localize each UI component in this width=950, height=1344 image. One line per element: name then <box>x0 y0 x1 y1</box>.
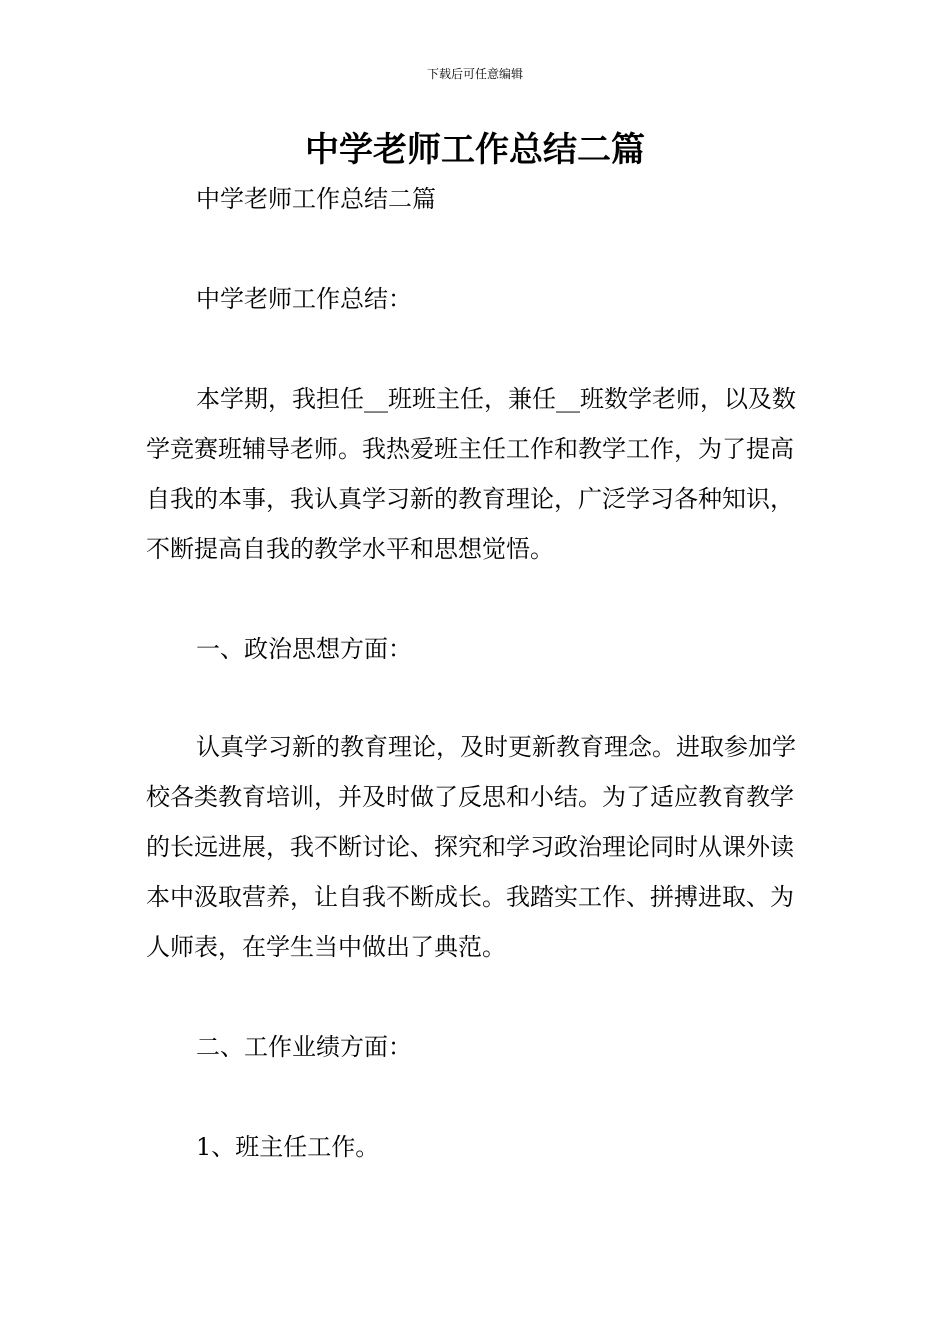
subtitle-paragraph: 中学老师工作总结二篇 <box>196 185 436 213</box>
document-title: 中学老师工作总结二篇 <box>305 130 645 170</box>
politics-paragraph: 认真学习新的教育理论，及时更新教育理念。进取参加学校各类教育培训，并及时做了反思和小结。为了适应教育教学的长远进展，我不断讨论、探究和学习政治理论同时从课外读本中汲取营养，让自我不断成长。我踏实工作、拼搏进取、为人师表，在学生当中做出了典范。 <box>146 733 796 961</box>
section-heading-work: 二、工作业绩方面： <box>196 1033 412 1061</box>
header-note: 下载后可任意编辑 <box>426 67 523 81</box>
subsection-heading-class-teacher: 1、班主任工作。 <box>196 1133 380 1161</box>
section-heading-politics: 一、政治思想方面： <box>196 635 412 663</box>
summary-heading: 中学老师工作总结： <box>196 285 412 313</box>
intro-paragraph: 本学期，我担任__班班主任，兼任__班数学老师，以及数学竞赛班辅导老师。我热爱班主任工作和教学工作，为了提高自我的本事，我认真学习新的教育理论，广泛学习各种知识，不断提高自我的教学水平和思想觉悟。 <box>146 385 796 563</box>
